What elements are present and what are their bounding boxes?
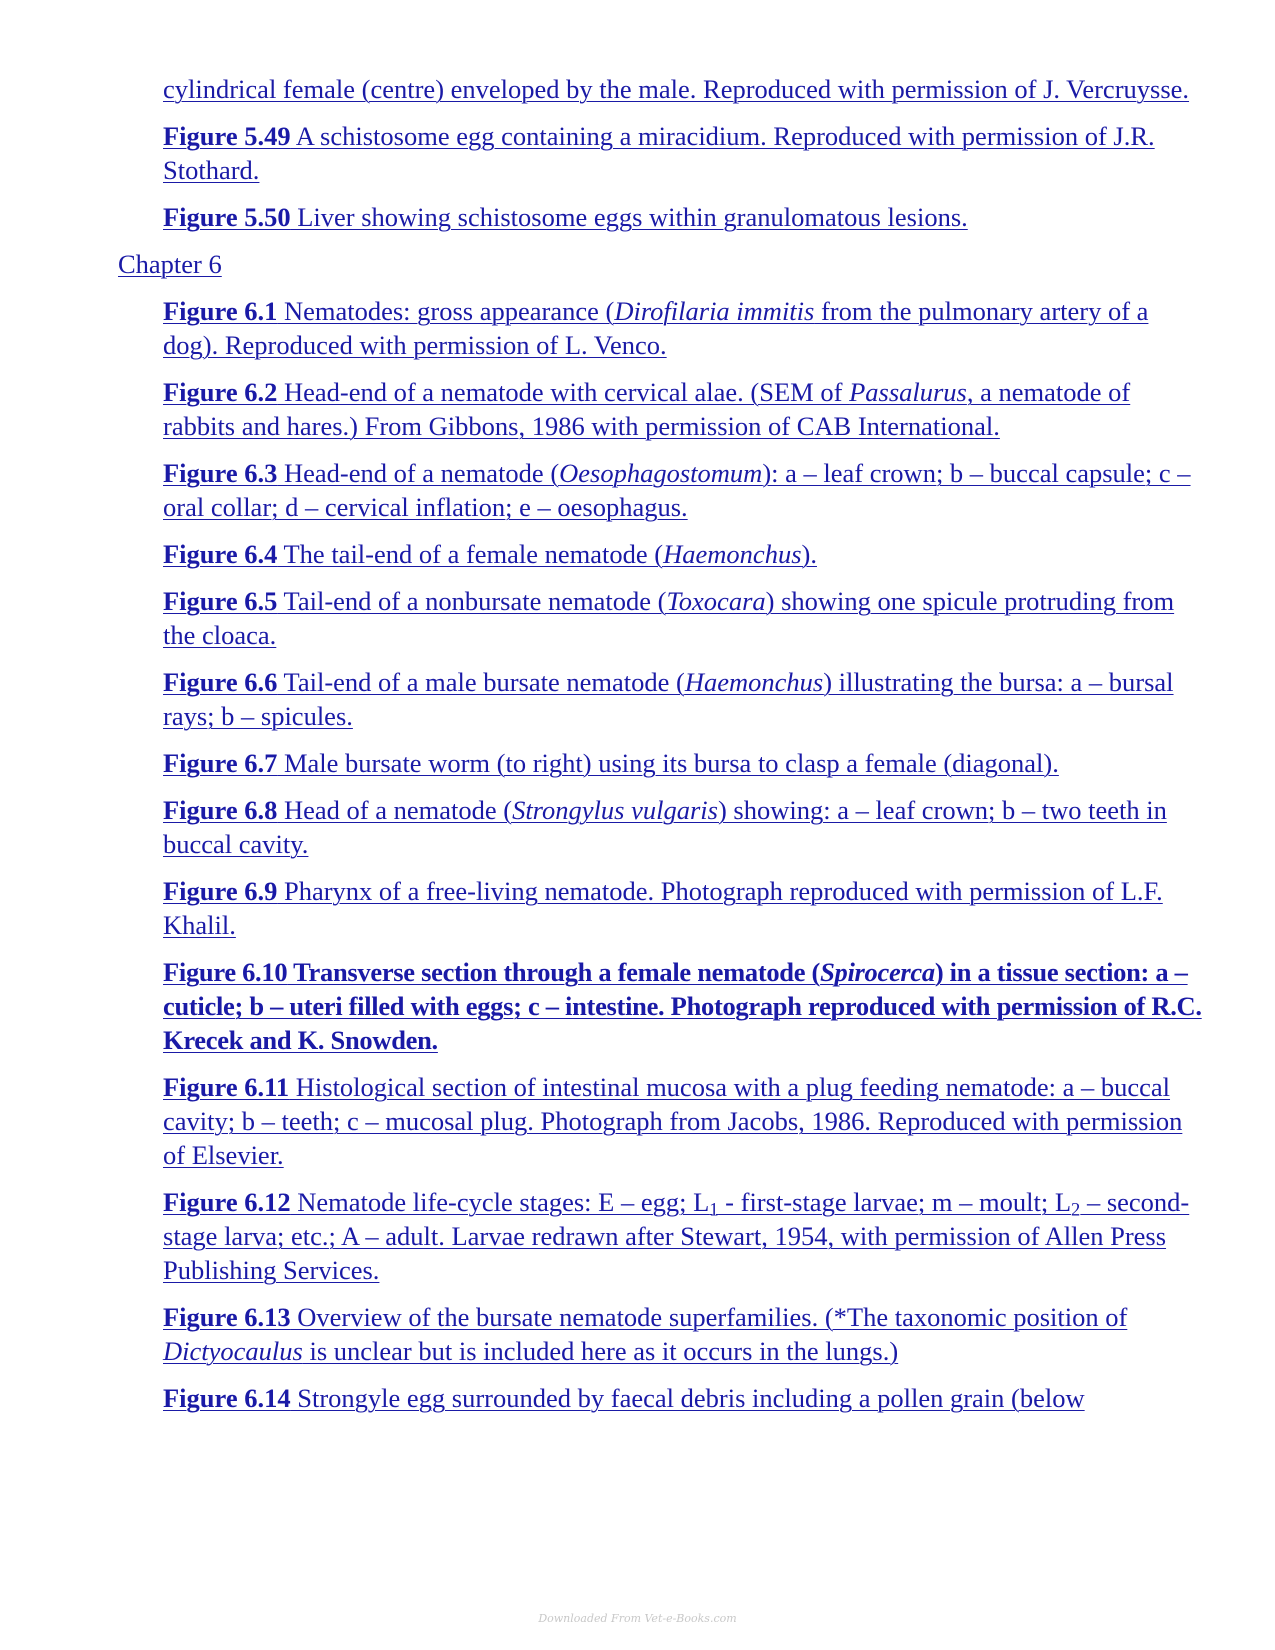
figure-label: Figure 6.3 (163, 458, 278, 488)
figure-caption-link[interactable]: Figure 6.13 Overview of the bursate nematode superfamilies. (*The taxonomic position of Dictyocaulus is unclear but is included here as it occurs in the lungs.) (163, 1302, 1128, 1366)
figure-caption-link[interactable]: Figure 5.50 Liver showing schistosome eggs within granulomatous lesions. (163, 202, 968, 232)
figure-caption-link[interactable]: Figure 6.5 Tail-end of a nonbursate nematode (Toxocara) showing one spicule protruding from the cloaca. (163, 586, 1175, 650)
figure-caption-link[interactable]: Figure 6.10 Transverse section through a female nematode (Spirocerca) in a tissue section: a – cuticle; b – uteri filled with eggs; c – intestine. Photograph reproduced with permission of R.C. Krecek and K. Snowden. (163, 957, 1202, 1055)
figure-caption-link[interactable]: Figure 6.3 Head-end of a nematode (Oesophagostomum): a – leaf crown; b – buccal capsule; c – oral collar; d – cervical inflation; e – oesophagus. (163, 458, 1191, 522)
figure-caption-link[interactable]: Figure 6.8 Head of a nematode (Strongylus vulgaris) showing: a – leaf crown; b – two teeth in buccal cavity. (163, 795, 1167, 859)
figure-label: Figure 6.12 (163, 1187, 291, 1217)
figure-label: Figure 6.11 (163, 1072, 290, 1102)
figure-caption-link[interactable]: Figure 6.2 Head-end of a nematode with cervical alae. (SEM of Passalurus, a nematode of rabbits and hares.) From Gibbons, 1986 with permission of CAB International. (163, 377, 1131, 441)
figure-label: Figure 6.7 (163, 748, 278, 778)
figure-label: Figure 6.5 (163, 586, 278, 616)
figure-caption-link[interactable]: Figure 6.12 Nematode life-cycle stages: E – egg; $L_1$ - first-stage larvae; m – moult; $L_2$ – second-stage larva; etc.; A – adult. Larvae redrawn after Stewart, 1954, with permission of Allen Press Publishing Services. (163, 1187, 1190, 1285)
figure-label: Figure 5.50 (163, 202, 291, 232)
figure-list (118, 72, 1208, 1428)
figure-label: Figure 6.1 (163, 296, 278, 326)
figure-label: Figure 6.2 (163, 377, 278, 407)
figure-label: Figure 6.8 (163, 795, 278, 825)
figure-label: Figure 6.9 (163, 876, 278, 906)
chapter-heading-link[interactable]: Chapter 6 (118, 249, 222, 279)
figure-label: Figure 6.13 (163, 1302, 291, 1332)
figure-caption-link[interactable]: cylindrical female (centre) enveloped by the male. Reproduced with permission of J. Vercruysse. (163, 74, 1190, 104)
figure-caption-link[interactable]: Figure 6.9 Pharynx of a free-living nematode. Photograph reproduced with permission of L.F. Khalil. (163, 876, 1163, 940)
figure-label: Figure 6.10 (163, 957, 288, 987)
figure-caption-link[interactable]: Figure 6.11 Histological section of intestinal mucosa with a plug feeding nematode: a – buccal cavity; b – teeth; c – mucosal plug. Photograph from Jacobs, 1986. Reproduced with permission of Elsevier. (163, 1072, 1183, 1170)
figure-caption-link[interactable]: Figure 6.1 Nematodes: gross appearance (Dirofilaria immitis from the pulmonary artery of a dog). Reproduced with permission of L. Venco. (163, 296, 1149, 360)
figure-caption-link[interactable]: Figure 5.49 A schistosome egg containing a miracidium. Reproduced with permission of J.R. Stothard. (163, 121, 1155, 185)
figure-label: Figure 6.4 (163, 539, 278, 569)
figure-caption-link[interactable]: Figure 6.7 Male bursate worm (to right) using its bursa to clasp a female (diagonal). (163, 748, 1059, 778)
figure-label: Figure 6.14 (163, 1383, 291, 1413)
figure-label: Figure 6.6 (163, 667, 278, 697)
figure-caption-link[interactable]: Figure 6.4 The tail-end of a female nematode (Haemonchus). (163, 539, 817, 569)
figure-caption-link[interactable]: Figure 6.6 Tail-end of a male bursate nematode (Haemonchus) illustrating the bursa: a – bursal rays; b – spicules. (163, 667, 1174, 731)
figure-label: Figure 5.49 (163, 121, 291, 151)
figure-caption-link[interactable]: Figure 6.14 Strongyle egg surrounded by faecal debris including a pollen grain (below (163, 1383, 1085, 1413)
watermark-footer: Downloaded From Vet-e-Books.com (538, 1612, 737, 1625)
